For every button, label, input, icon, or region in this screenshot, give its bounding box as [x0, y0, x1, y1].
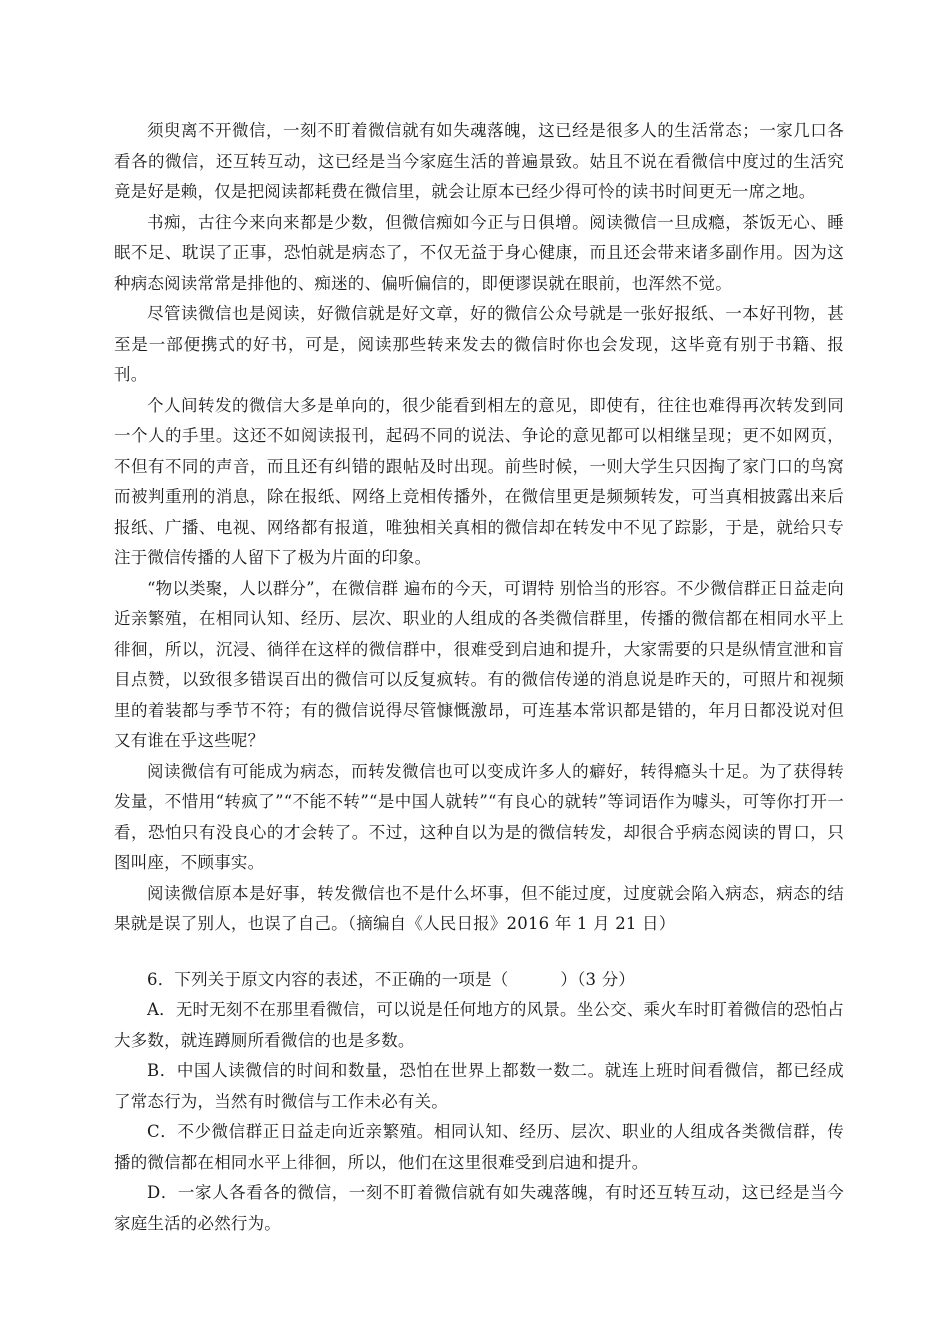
article-paragraph-3: 尽管读微信也是阅读，好微信就是好文章，好的微信公众号就是一张好报纸、一本好刊物，甚至是一部便携式的好书，可是，阅读那些转来发去的微信时你也会发现，这毕竟有别于书籍、报刊。 [114, 304, 844, 384]
article-paragraph-4: 个人间转发的微信大多是单向的，很少能看到相左的意见，即使有，往往也难得再次转发到同一个人的手里。这还不如阅读报刊，起码不同的说法、争论的意见都可以相继呈现；更不如网页，不但有不同的声音，而且还有纠错的跟帖及时出现。前些时候，一则大学生只因掏了家门口的鸟窝而被判重刑的消息，除在报纸、网络上竞相传播外，在微信里更是频频转发，可当真相披露出来后报纸、广播、电视、网络都有报道，唯独相关真相的微信却在转发中不见了踪影，于是，就给只专注于微信传播的人留下了极为片面的印象。 [114, 395, 844, 567]
option-d: D．一家人各看各的微信，一刻不盯着微信就有如失魂落魄，有时还互转互动，这已经是当今家庭生活的必然行为。 [114, 1183, 844, 1233]
question-stem-text: 6．下列关于原文内容的表述，不正确的一项是（ [147, 969, 509, 989]
article-paragraph-2: 书痴，古往今来向来都是少数，但微信痴如今正与日俱增。阅读微信一旦成瘾，茶饭无心、睡眠不足、耽误了正事，恐怕就是病态了，不仅无益于身心健康，而且还会带来诸多副作用。因为这种病态阅读常常是排他的、痴迷的、偏听偏信的，即便谬误就在眼前，也浑然不觉。 [114, 212, 844, 293]
article-paragraph-5: “物以类聚，人以群分”，在微信群 遍布的今天，可谓特 别恰当的形容。不少微信群正日益走向近亲繁殖，在相同认知、经历、层次、职业的人组成的各类微信群里，传播的微信都在相同水平上徘徊，所以，沉浸、徜徉在这样的微信群中，很难受到启迪和提升，大家需要的只是纵情宣泄和盲目点赞，以致很多错误百出的微信可以反复疯转。有的微信传递的消息说是昨天的，可照片和视频里的着装都与季节不符；有的微信说得尽管慷慨激昂，可连基本常识都是错的，年月日都没说对但又有谁在乎这些呢？ [114, 578, 844, 750]
section-gap [114, 940, 844, 965]
option-a: A．无时无刻不在那里看微信，可以说是任何地方的风景。坐公交、乘火车时盯着微信的恐怕占大多数，就连蹲厕所看微信的也是多数。 [114, 1000, 844, 1050]
article-paragraph-7: 阅读微信原本是好事，转发微信也不是什么坏事，但不能过度，过度就会陷入病态，病态的结果就是误了别人，也误了自己。（摘编自《人民日报》2016 年 1 月 21 日） [114, 883, 844, 933]
question-score: ）（3 分） [560, 969, 636, 989]
question-stem [114, 965, 844, 996]
option-c: C．不少微信群正日益走向近亲繁殖。相同认知、经历、层次、职业的人组成各类微信群，传播的微信都在相同水平上徘徊，所以，他们在这里很难受到启迪和提升。 [114, 1122, 844, 1172]
exam-page [114, 116, 844, 1239]
option-b: B．中国人读微信的时间和数量，恐怕在世界上都数一数二。就连上班时间看微信，都已经成了常态行为，当然有时微信与工作未必有关。 [114, 1061, 844, 1111]
article-paragraph-1: 须臾离不开微信，一刻不盯着微信就有如失魂落魄，这已经是很多人的生活常态；一家几口各看各的微信，还互转互动，这已经是当今家庭生活的普遍景致。姑且不说在看微信中度过的生活究竟是好是赖，仅是把阅读都耗费在微信里，就会让原本已经少得可怜的读书时间更无一席之地。 [114, 121, 844, 201]
article-paragraph-6: 阅读微信有可能成为病态，而转发微信也可以变成许多人的癖好，转得瘾头十足。为了获得转发量，不惜用“转疯了”“不能不转”“是中国人就转”“有良心的就转”等词语作为噱头，可等你打开一看，恐怕只有没良心的才会转了。不过，这种自以为是的微信转发，却很合乎病态阅读的胃口，只图叫座，不顾事实。 [114, 761, 844, 872]
